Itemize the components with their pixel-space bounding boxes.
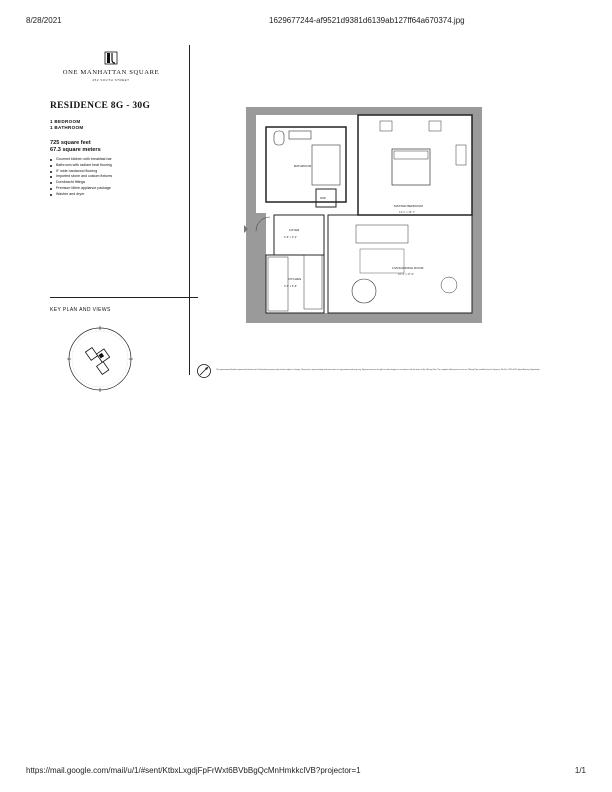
bullet-icon [50, 171, 52, 173]
room-dims-master-bedroom: 13'-1" x 15'-7" [399, 211, 415, 214]
list-item: Bathroom with radiant heat flooring [50, 163, 112, 169]
bullet-icon [50, 159, 52, 161]
area-sqft: 725 square feet [50, 140, 91, 146]
floor-plan-drawing [244, 105, 484, 325]
section-divider [50, 297, 198, 298]
print-header [26, 16, 586, 28]
page-number: 1/1 [574, 766, 586, 775]
bullet-icon [50, 188, 52, 190]
bullet-icon [50, 176, 52, 178]
bathroom-count: 1 BATHROOM [50, 125, 84, 130]
print-filename: 1629677244-af9521d9381d6139ab127ff64a670374.jpg [269, 16, 465, 25]
info-column [50, 45, 200, 375]
brand-name: ONE MANHATTAN SQUARE [62, 69, 160, 76]
brand-address: 252 SOUTH STREET [92, 78, 130, 82]
feature-list [50, 157, 112, 198]
bullet-icon [50, 165, 52, 167]
print-footer [26, 766, 586, 778]
residence-title: RESIDENCE 8G - 30G [50, 101, 151, 111]
list-item: Washer and dryer [50, 192, 112, 198]
list-item: Premium Miele appliance package [50, 186, 112, 192]
list-item: Dornbracht fittings [50, 180, 112, 186]
legal-disclaimer: The improvements/finishes represented herein are for illustrative purposes only and are subject to change. Dimensions, square footage and room sizes are approximate and may vary. Sponsor reserves the right to make changes in accordance with the terms of the Offering Plan. The complete offering terms are in an Offering Plan available from the Sponsor. File No. CD15-0026. Equal Housing Opportunity. [216, 369, 540, 371]
column-divider [189, 45, 190, 375]
room-dims-kitchen: 9'-5" x 8'-8" [284, 285, 298, 288]
residence-area [50, 140, 101, 154]
key-plan-label: KEY PLAN AND VIEWS [50, 307, 111, 313]
room-dims-foyer: 6'-8" x 9'-3" [284, 236, 298, 239]
residence-rooms [50, 119, 84, 131]
room-label-wd: W/D [320, 196, 326, 200]
list-item: Imported stone and custom fixtures [50, 174, 112, 180]
bullet-icon [50, 194, 52, 196]
room-label-living-dining: LIVING/DINING ROOM [392, 266, 424, 270]
room-label-foyer: FOYER [289, 228, 300, 232]
floorplan-sheet [26, 45, 586, 385]
bedroom-count: 1 BEDROOM [50, 119, 81, 124]
key-plan-diagram [64, 323, 136, 395]
north-arrow-icon [196, 363, 212, 379]
room-dims-living-dining: 16'-4" x 17'-9" [398, 273, 414, 276]
building-logo-icon [104, 51, 118, 65]
print-date: 8/28/2021 [26, 16, 62, 25]
area-sqm: 67.3 square meters [50, 147, 101, 153]
list-item: Gourmet kitchen with breakfast bar [50, 157, 112, 163]
room-label-master-bedroom: MASTER BEDROOM [394, 204, 423, 208]
print-url[interactable]: https://mail.google.com/mail/u/1/#sent/KtbxLxgdjFpFrWxt6BVbBgQcMnHmkkclVB?projector=1 [26, 766, 361, 775]
room-label-bathroom: BATHROOM [294, 164, 312, 168]
room-label-kitchen: KITCHEN [288, 277, 302, 281]
list-item: 5" wide hardwood flooring [50, 169, 112, 175]
bullet-icon [50, 182, 52, 184]
